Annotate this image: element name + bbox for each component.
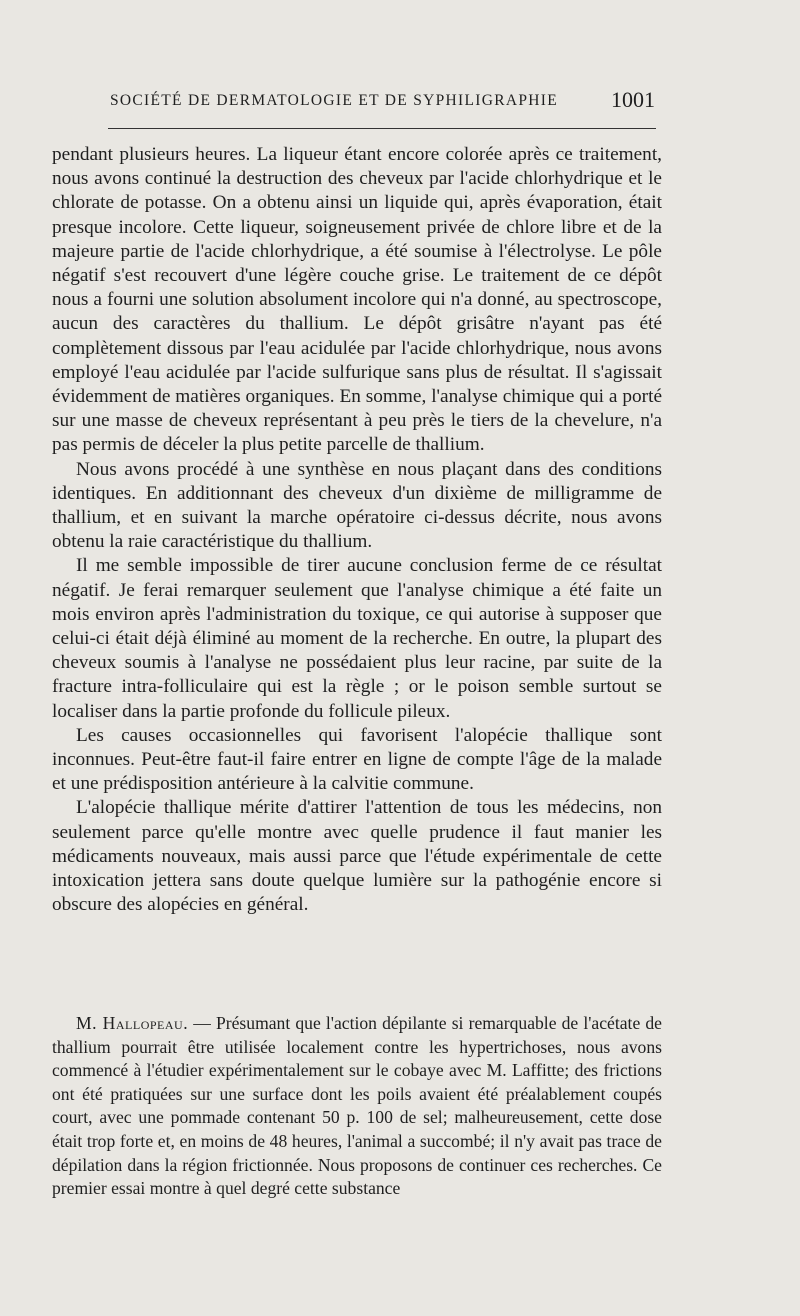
paragraph-2: Nous avons procédé à une synthèse en nous plaçant dans des conditions identiques. En additionnant des cheveux d'un dixième de milligramme de thallium, et en suivant la marche opératoire ci-dessus décrite, nous avons obtenu la raie caractéristique du thallium. <box>52 458 662 553</box>
paragraph-1: pendant plusieurs heures. La liqueur étant encore colorée après ce traitement, nous avons continué la destruction des cheveux par l'acide chlorhydrique et le chlorate de potasse. On a obtenu ainsi un liquide qui, après évaporation, était presque incolore. Cette liqueur, soigneusement privée de chlore libre et de la majeure partie de l'acide chlorhydrique, a été soumise à l'électrolyse. Le pôle négatif s'est recouvert d'une légère couche grise. Le traitement de ce dépôt nous a fourni une solution absolument incolore qui n'a donné, au spectroscope, aucun des caractères du thallium. Le dépôt grisâtre n'ayant pas été complètement dissous par l'eau acidulée par l'acide chlorhydrique, nous avons employé l'eau acidulée par l'acide sulfurique sans plus de résultat. Il s'agissait évidemment de matières organiques. En somme, l'analyse chimique qui a porté sur une masse de cheveux représentant à peu près le tiers de la chevelure, n'a pas permis de déceler la plus petite parcelle de thallium. <box>52 144 662 456</box>
main-text <box>52 143 662 918</box>
running-title: SOCIÉTÉ DE DERMATOLOGIE ET DE SYPHILIGRAPHIE <box>110 92 558 109</box>
paragraph-4: Les causes occasionnelles qui favorisent l'alopécie thallique sont inconnues. Peut-être faut-il faire entrer en ligne de compte l'âge de la malade et une prédisposition antérieure à la calvitie commune. <box>52 724 662 795</box>
discussion-paragraph <box>52 1012 662 1201</box>
discussion-text: — Présumant que l'action dépilante si remarquable de l'acétate de thallium pourrait être utilisée localement contre les hypertrichoses, nous avons commencé à l'étudier expérimentalement sur le cobaye avec M. Laffitte; des frictions ont été pratiquées sur une surface dont les poils avaient été préalablement coupés court, avec une pommade contenant 50 p. 100 de sel; malheureusement, cette dose était trop forte et, en moins de 48 heures, l'animal a succombé; il n'y avait pas trace de dépilation dans la région frictionnée. Nous proposons de continuer ces recherches. Ce premier essai montre à quel degré cette substance <box>52 1013 662 1199</box>
discussion-section <box>52 1012 662 1201</box>
speaker-name: M. Hallopeau. <box>76 1013 189 1033</box>
page-number: 1001 <box>611 87 655 112</box>
paragraph-5: L'alopécie thallique mérite d'attirer l'attention de tous les médecins, non seulement parce qu'elle montre avec quelle prudence il faut manier les médicaments nouveaux, mais aussi parce que l'étude expérimentale de cette intoxication jettera sans doute quelque lumière sur la pathogénie encore si obscure des alopécies en général. <box>52 797 662 916</box>
header-rule <box>108 128 656 129</box>
running-header <box>110 87 655 118</box>
paragraph-3: Il me semble impossible de tirer aucune conclusion ferme de ce résultat négatif. Je ferai remarquer seulement que l'analyse chimique a été faite un mois environ après l'administration du toxique, ce qui autorise à supposer que celui-ci était déjà éliminé au moment de la recherche. En outre, la plupart des cheveux soumis à l'analyse ne possédaient plus leur racine, par suite de la fracture intra-folliculaire qui est la règle ; or le poison semble surtout se localiser dans la partie profonde du follicule pileux. <box>52 555 662 722</box>
